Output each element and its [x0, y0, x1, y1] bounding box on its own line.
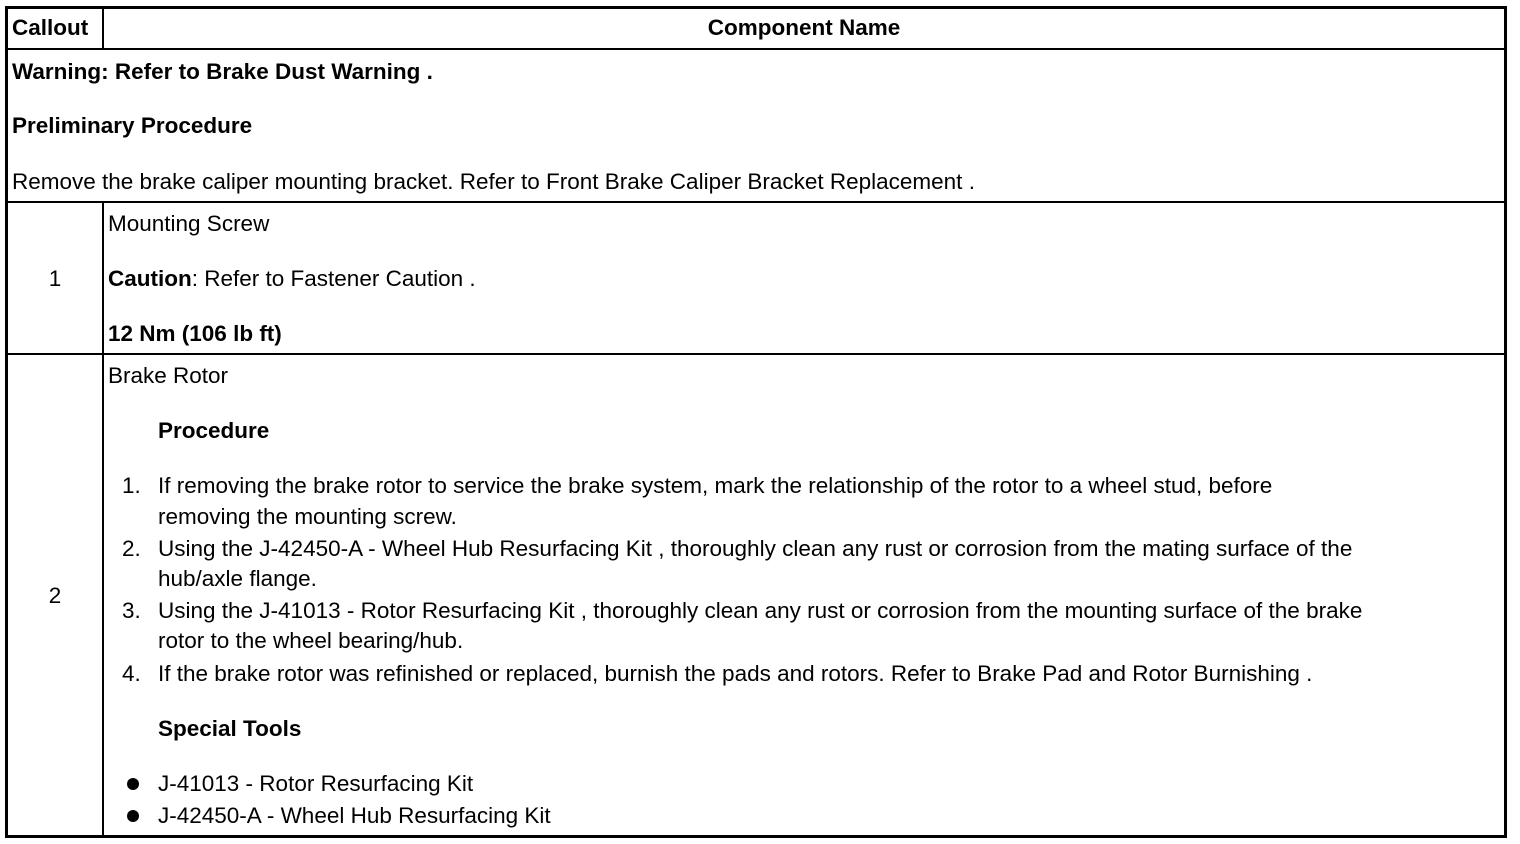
component-table [5, 6, 1507, 838]
tool-item: J-42450-A - Wheel Hub Resurfacing Kit [158, 803, 551, 828]
tool-item: J-41013 - Rotor Resurfacing Kit [158, 771, 474, 796]
bullet-icon [127, 778, 139, 790]
step-line: If removing the brake rotor to service the brake system, mark the relationship of the rotor to a wheel stud, before [158, 473, 1273, 498]
caution-label: Caution [108, 266, 192, 291]
warning-text: Warning: Refer to Brake Dust Warning . [12, 59, 433, 84]
procedure-heading: Procedure [158, 418, 270, 443]
step-line: Using the J-41013 - Rotor Resurfacing Kit , thoroughly clean any rust or corrosion from the mounting surface of the brake [158, 598, 1363, 623]
step-number: 4. [122, 661, 141, 686]
row1-divider [8, 353, 1504, 355]
row2-callout: 2 [48, 583, 62, 608]
callout-header: Callout [12, 15, 89, 40]
step-line: removing the mounting screw. [158, 504, 457, 529]
step-line: rotor to the wheel bearing/hub. [158, 628, 464, 653]
component-name-header: Component Name [707, 15, 901, 40]
caution-text: : Refer to Fastener Caution . [191, 266, 476, 291]
column-divider [102, 202, 104, 835]
intro-divider [8, 201, 1504, 203]
header-divider [8, 48, 1504, 50]
row1-caution [108, 264, 476, 294]
step-line: hub/axle flange. [158, 566, 317, 591]
row1-callout: 1 [48, 266, 62, 291]
step-number: 2. [122, 536, 141, 561]
preliminary-text: Remove the brake caliper mounting bracket. Refer to Front Brake Caliper Bracket Replacement . [12, 169, 975, 194]
bullet-icon [127, 810, 139, 822]
row2-component-name: Brake Rotor [108, 363, 229, 388]
row1-component-name: Mounting Screw [108, 211, 270, 236]
preliminary-heading: Preliminary Procedure [12, 113, 253, 138]
step-line: Using the J-42450-A - Wheel Hub Resurfacing Kit , thoroughly clean any rust or corrosion from the mating surface of the [158, 536, 1353, 561]
step-number: 3. [122, 598, 141, 623]
step-number: 1. [122, 473, 141, 498]
special-tools-heading: Special Tools [158, 716, 302, 741]
step-line: If the brake rotor was refinished or replaced, burnish the pads and rotors. Refer to Brake Pad and Rotor Burnishing . [158, 661, 1313, 686]
row1-torque: 12 Nm (106 lb ft) [108, 321, 282, 346]
